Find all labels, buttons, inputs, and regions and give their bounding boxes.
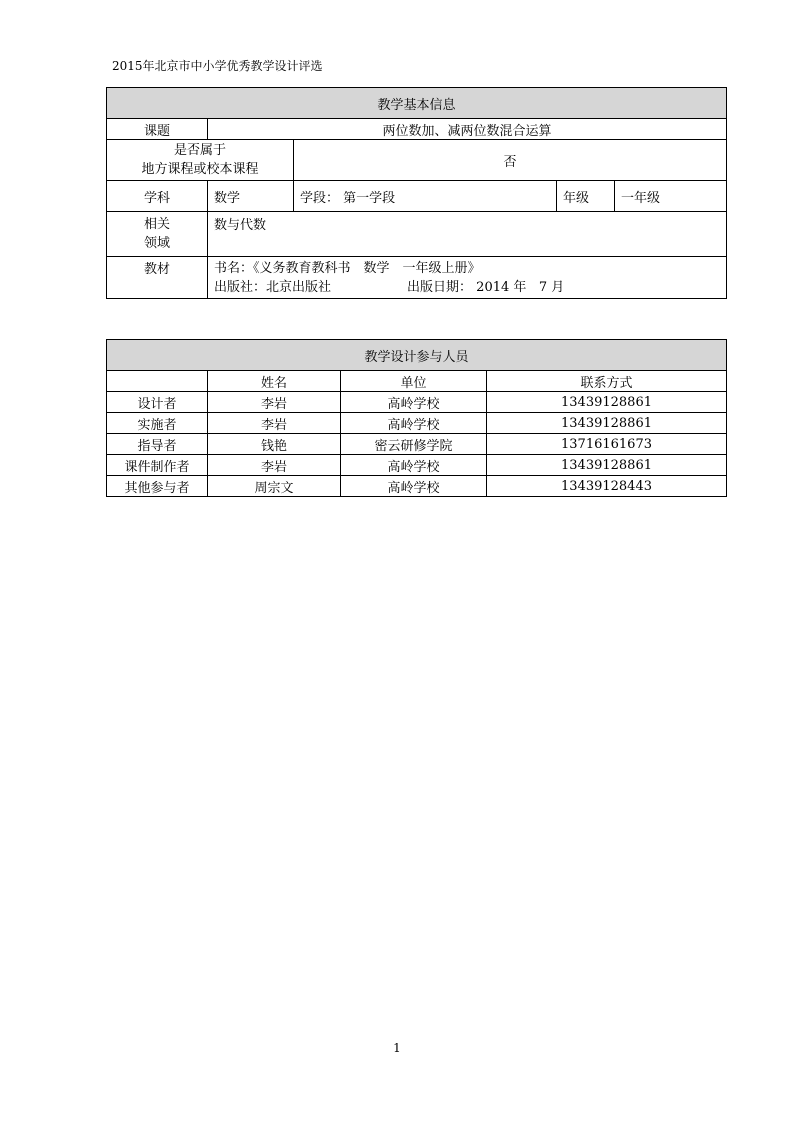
contact-cell: 13439128443: [487, 476, 727, 497]
grade-value: 一年级: [615, 181, 727, 212]
table-row: [107, 476, 727, 497]
contact-cell: 13439128861: [487, 413, 727, 434]
participants-table: [106, 339, 727, 497]
table-row: [107, 392, 727, 413]
subject-label: 学科: [107, 181, 208, 212]
topic-label: 课题: [107, 119, 208, 140]
name-cell: 李岩: [208, 413, 341, 434]
local-course-label: [107, 140, 294, 181]
publisher-date-line: [214, 278, 720, 297]
table-row: [107, 455, 727, 476]
pubdate-month-unit: 月: [551, 279, 565, 295]
contact-cell: 13716161673: [487, 434, 727, 455]
role-cell: 课件制作者: [107, 455, 208, 476]
name-cell: 周宗文: [208, 476, 341, 497]
name-cell: 李岩: [208, 392, 341, 413]
role-cell: 指导者: [107, 434, 208, 455]
basic-info-table: [106, 87, 727, 299]
stage-cell: [294, 181, 557, 212]
publisher: 出版社：北京出版社: [214, 279, 332, 295]
pubdate-month: 7: [538, 279, 548, 295]
name-cell: 李岩: [208, 455, 341, 476]
role-cell: 设计者: [107, 392, 208, 413]
info-section-title: 教学基本信息: [107, 88, 727, 119]
grade-label: 年级: [557, 181, 615, 212]
page-number: 1: [393, 1041, 401, 1055]
column-header: 单位: [341, 371, 487, 392]
pubdate-year: 2014: [476, 279, 510, 295]
contact-cell: 13439128861: [487, 392, 727, 413]
stage-value: 第一学段: [343, 190, 396, 206]
local-course-label-line1: 是否属于: [173, 143, 226, 158]
table-header-row: [107, 371, 727, 392]
stage-label: 学段：: [300, 190, 340, 206]
unit-cell: 高岭学校: [341, 392, 487, 413]
pubdate-year-unit: 年: [513, 279, 527, 295]
material-value: [208, 257, 727, 299]
unit-cell: 密云研修学院: [341, 434, 487, 455]
column-header: 姓名: [208, 371, 341, 392]
local-course-value: 否: [294, 140, 727, 181]
topic-value: 两位数加、减两位数混合运算: [208, 119, 727, 140]
column-header: [107, 371, 208, 392]
material-label: 教材: [107, 257, 208, 299]
contact-cell: 13439128861: [487, 455, 727, 476]
table-row: [107, 413, 727, 434]
domain-value: 数与代数: [208, 212, 727, 257]
subject-value: 数学: [208, 181, 294, 212]
unit-cell: 高岭学校: [341, 455, 487, 476]
role-cell: 实施者: [107, 413, 208, 434]
book-line: 书名：《义务教育教科书 数学 一年级上册》: [214, 260, 481, 276]
people-section-title: 教学设计参与人员: [107, 340, 727, 371]
domain-label: [107, 212, 208, 257]
page-header: 2015年北京市中小学优秀教学设计评选: [112, 59, 323, 73]
pubdate-label: 出版日期：: [407, 279, 473, 295]
unit-cell: 高岭学校: [341, 476, 487, 497]
domain-label-line1: 相关: [143, 217, 170, 232]
name-cell: 钱艳: [208, 434, 341, 455]
table-row: [107, 434, 727, 455]
column-header: 联系方式: [487, 371, 727, 392]
local-course-label-line2: 地方课程或校本课程: [141, 162, 259, 177]
domain-label-line2: 领域: [143, 236, 170, 251]
unit-cell: 高岭学校: [341, 413, 487, 434]
role-cell: 其他参与者: [107, 476, 208, 497]
